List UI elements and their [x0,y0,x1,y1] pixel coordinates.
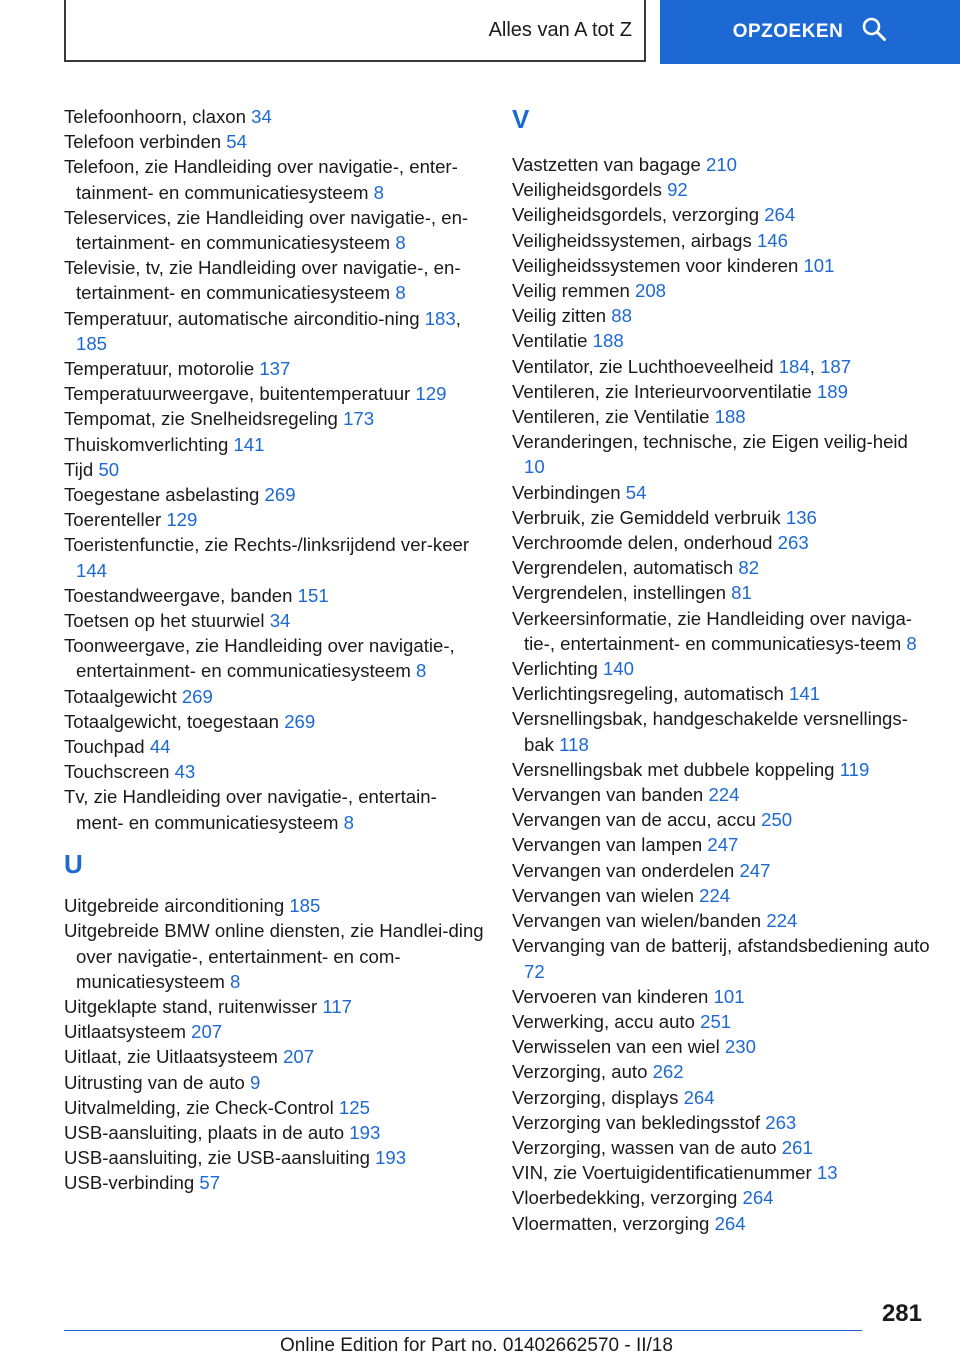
index-entry [64,457,484,482]
index-entry-term: Vervangen van de accu, accu [512,809,762,831]
index-entry [64,381,484,406]
page-reference-link[interactable]: 141 [789,683,821,705]
page-reference-link[interactable]: 8 [906,632,917,654]
index-entry-term: Vloerbedekking, verzorging [512,1187,743,1209]
index-entry-term: Uitlaatsysteem [64,1021,192,1043]
page-reference-link[interactable]: 151 [297,584,329,606]
index-entry [512,228,932,253]
index-entry-term: Ventilatie [512,330,593,352]
index-entry-term: Vervangen van wielen/banden [512,910,767,932]
index-entry [512,1185,932,1210]
index-entry-term: Toerenteller [64,509,167,531]
index-entry-term: Touchpad [64,736,150,758]
page-reference-link[interactable]: 251 [700,1010,732,1032]
index-entry [512,354,932,379]
page-reference-link[interactable]: 269 [284,710,316,732]
page-reference-link[interactable]: 125 [338,1096,370,1118]
index-entry-term: Verlichting [512,658,603,680]
index-entry-term: Uitvalmelding, zie Check-Control [64,1096,339,1118]
index-entry [64,432,484,457]
index-entry-term: Vervangen van banden [512,784,709,806]
index-entry [512,757,932,782]
index-entry [512,1009,932,1034]
page-reference-link[interactable]: 207 [191,1021,223,1043]
page-reference-link[interactable]: 183 [424,307,456,329]
index-entry-term: Temperatuur, automatische airconditio-ning [64,307,425,329]
index-entry [64,255,484,305]
index-entry [64,784,484,834]
index-entry [64,709,484,734]
page-reference-link[interactable]: 82 [738,557,760,579]
page-reference-link[interactable]: 188 [592,330,624,352]
index-entry [64,1095,484,1120]
index-entry [512,530,932,555]
page-reference-link[interactable]: 8 [395,282,406,304]
page-reference-link[interactable]: 263 [777,532,809,554]
index-entry-term: Verzorging van bekledingsstof [512,1111,766,1133]
page-reference-link[interactable]: 8 [229,970,241,992]
index-entry [512,379,932,404]
index-entry [512,908,932,933]
page-reference-link[interactable]: 193 [375,1147,407,1169]
page-reference-link[interactable]: 118 [559,733,589,755]
index-entry [512,177,932,202]
page-reference-link[interactable]: 101 [713,985,745,1007]
index-entry [64,608,484,633]
index-entry-term: Touchscreen [64,761,175,783]
edition-footer: Online Edition for Part no. 01402662570 - II/18 [280,1335,673,1356]
index-entry [64,734,484,759]
index-entry [512,152,932,177]
index-entry-term: Veiligheidsgordels, verzorging [512,204,765,226]
page-reference-link[interactable]: 119 [839,758,870,780]
index-entry [512,933,932,983]
index-entry-term: Teleservices, zie Handleiding over navigatie-, en-tertainment- en communicatiesysteem [64,206,469,254]
page-reference-link[interactable]: 188 [714,406,746,428]
index-entry-term: Uitgeklapte stand, ruitenwisser [64,995,323,1017]
page-reference-link[interactable]: 141 [233,433,265,455]
index-entry-term: Vergrendelen, instellingen [512,582,732,604]
page-reference-link[interactable]: 44 [149,736,171,758]
index-entry-term: Vloermatten, verzorging [512,1212,715,1234]
index-entry-term: Verlichtingsregeling, automatisch [512,683,789,705]
page-reference-link[interactable]: 88 [611,305,632,327]
index-entry [512,656,932,681]
index-entry-term: Versnellingsbak met dubbele koppeling [512,758,840,780]
index-entry [512,202,932,227]
index-entry [64,583,484,608]
page-reference-link[interactable]: 137 [259,358,291,380]
index-entry-term: Tv, zie Handleiding over navigatie-, entertain-ment- en communicatiesysteem [64,786,437,833]
index-entry-term: Toonweergave, zie Handleiding over navigatie-, entertainment- en communicatiesysteem [64,635,455,682]
page-reference-link[interactable]: 101 [803,254,835,276]
index-entry-term: Veiligheidsgordels [512,179,668,201]
page-reference-link[interactable]: 8 [416,660,427,682]
index-entry [64,306,484,356]
index-entry-term: Verzorging, wassen van de auto [512,1136,782,1158]
index-entry-term: Ventileren, zie Interieurvoorventilatie [512,380,817,402]
index-entry [512,429,932,479]
index-entry [64,1120,484,1145]
index-entry-term: Toeristenfunctie, zie Rechts-/linksrijdend ver-keer [64,534,470,556]
page-reference-link[interactable]: 193 [349,1121,381,1143]
index-entry-term: VIN, zie Voertuigidentificatienummer [512,1162,817,1184]
page-reference-link[interactable]: 117 [322,995,353,1017]
index-entry-term: Tijd [64,458,99,480]
index-entry [64,1145,484,1170]
index-entry-term: Temperatuurweergave, buitentemperatuur [64,383,416,405]
index-entry-term: Thuiskomverlichting [64,433,234,455]
index-entry [512,278,932,303]
page-reference-link[interactable]: 184 [778,355,810,377]
page-reference-link[interactable]: 262 [652,1061,684,1083]
page-reference-link[interactable]: 187 [820,355,852,377]
index-entry-term: Uitgebreide airconditioning [64,895,290,917]
index-letter-heading: V [512,104,530,134]
page-reference-link[interactable]: 185 [289,895,321,917]
index-entry [512,1160,932,1185]
index-entry-term: Verzorging, auto [512,1061,653,1083]
index-entry-term: Verzorging, displays [512,1086,684,1108]
index-entry [512,580,932,605]
index-entry [512,555,932,580]
index-entry-term: Telefoonhoorn, claxon [64,106,252,127]
index-entry [512,807,932,832]
index-entry-term: Veiligheidssystemen, airbags [512,229,757,251]
index-entry-term: Vervangen van lampen [512,834,708,856]
index-entry [512,404,932,429]
page-reference-link[interactable]: 34 [251,106,272,127]
index-entry-term: Totaalgewicht [64,685,182,707]
index-entry-term: Vervanging van de batterij, afstandsbediening auto [512,935,930,957]
index-entry-term: Verwerking, accu auto [512,1010,701,1032]
index-entry-term: Veiligheidssystemen voor kinderen [512,254,804,276]
index-entry-term: Ventilator, zie Luchthoeveelheid [512,355,779,377]
page-reference-link[interactable]: 10 [524,456,545,478]
index-entry [64,205,484,255]
page-reference-link[interactable]: 13 [816,1162,838,1184]
index-entry-term: Toegestane asbelasting [64,484,265,506]
index-entry-term: Veilig zitten [512,305,612,327]
index-entry [64,633,484,683]
index-entry-term: Ventileren, zie Ventilatie [512,406,715,428]
footer-divider [64,1330,862,1331]
page-reference-link[interactable]: 144 [76,559,108,581]
index-entry [512,782,932,807]
page-reference-link[interactable]: 208 [634,280,667,302]
index-entry [64,482,484,507]
page-reference-link[interactable]: 261 [781,1136,813,1158]
page-reference-link[interactable]: 269 [264,484,296,506]
index-entry-term: USB-aansluiting, zie USB-aansluiting [64,1147,376,1169]
index-entry-term: Uitgebreide BMW online diensten, zie Handlei-ding over navigatie-, entertainment- en com-municatiesysteem [64,920,484,992]
index-entry-term: Vastzetten van bagage [512,154,706,175]
page-reference-link[interactable]: 34 [269,610,291,632]
page-reference-link[interactable]: 140 [602,658,634,680]
page-reference-link[interactable]: 173 [343,408,375,430]
index-entry [64,129,484,154]
page-reference-link[interactable]: 185 [76,332,108,354]
index-entry [512,832,932,857]
search-icon [861,16,887,48]
ref-separator: , [455,307,461,329]
index-column-right [512,104,932,1236]
index-entry [512,253,932,278]
page-reference-link[interactable]: 57 [199,1172,221,1194]
alphabetical-index-tab[interactable] [64,0,646,62]
page-reference-link[interactable]: 264 [714,1212,746,1234]
index-entry [512,681,932,706]
page-reference-link[interactable]: 269 [181,685,213,707]
index-entry [512,303,932,328]
page-reference-link[interactable]: 247 [707,834,739,856]
index-entry [512,706,932,756]
index-entry-term: Verbruik, zie Gemiddeld verbruik [512,506,786,528]
page-reference-link[interactable]: 54 [226,131,247,153]
index-entry-term: Verwisselen van een wiel [512,1036,725,1058]
search-button[interactable] [660,0,960,64]
index-entry [64,1044,484,1069]
page-reference-link[interactable]: 8 [373,181,384,203]
index-entry [64,893,484,918]
index-entry [512,480,932,505]
page-reference-link[interactable]: 230 [724,1036,756,1058]
index-entry [512,1110,932,1135]
index-entry-term: Vergrendelen, automatisch [512,557,739,579]
index-entry-term: Toetsen op het stuurwiel [64,610,270,632]
page-reference-link[interactable]: 250 [761,809,793,831]
index-entry-term: Televisie, tv, zie Handleiding over navigatie-, en-tertainment- en communicatiesysteem [64,257,461,304]
page-reference-link[interactable]: 224 [699,884,731,906]
page-number: 281 [881,1300,922,1327]
index-entry [64,154,484,204]
index-entry [512,883,932,908]
index-entry [512,1085,932,1110]
index-entry-term: Vervoeren van kinderen [512,985,714,1007]
page-reference-link[interactable]: 54 [625,481,647,503]
index-entry [512,505,932,530]
index-entry [512,1034,932,1059]
index-letter-heading: U [64,848,83,879]
page-reference-link[interactable]: 81 [731,582,752,604]
index-entry [64,104,484,129]
index-column-left [64,104,484,1196]
page-reference-link[interactable]: 8 [343,811,354,833]
index-entry [64,406,484,431]
index-entry-term: Veilig remmen [512,280,635,302]
index-entry [64,994,484,1019]
search-button-label: OPZOEKEN [732,21,844,42]
page-reference-link[interactable]: 247 [739,859,771,881]
alphabetical-index-tab-label: Alles van A tot Z [488,18,632,41]
index-entry [64,918,484,994]
page-reference-link[interactable]: 189 [816,380,848,402]
index-entry-term: Vervangen van onderdelen [512,859,740,881]
index-entry-term: USB-aansluiting, plaats in de auto [64,1121,350,1143]
index-entry-term: Telefoon verbinden [64,131,227,153]
page-reference-link[interactable]: 129 [166,509,198,531]
index-entry [512,1059,932,1084]
index-entry-term: Veranderingen, technische, zie Eigen veilig-heid [512,431,908,453]
page-reference-link[interactable]: 8 [395,232,406,254]
page-reference-link[interactable]: 43 [174,761,196,783]
ref-separator: , [809,355,821,377]
index-entry-term: USB-verbinding [64,1172,200,1194]
page-reference-link[interactable]: 264 [764,204,796,226]
index-entry [64,684,484,709]
page-reference-link[interactable]: 92 [667,179,688,201]
index-entry [64,356,484,381]
index-entry-term: Temperatuur, motorolie [64,358,260,380]
page-reference-link[interactable]: 72 [524,960,545,982]
page-reference-link[interactable]: 136 [785,506,817,528]
index-entry-term: Vervangen van wielen [512,884,700,906]
index-entry-term: Tempomat, zie Snelheidsregeling [64,408,344,430]
index-entry [512,1211,932,1236]
index-entry-term: Uitlaat, zie Uitlaatsysteem [64,1046,284,1068]
index-entry-term: Toestandweergave, banden [64,584,298,606]
page-reference-link[interactable]: 50 [98,458,120,480]
page-reference-link[interactable]: 224 [766,910,798,932]
index-entry-term: Verchroomde delen, onderhoud [512,532,778,554]
page-reference-link[interactable]: 129 [415,383,447,405]
index-entry [64,1070,484,1095]
index-entry [512,858,932,883]
index-entry-term: Totaalgewicht, toegestaan [64,710,285,732]
index-entry [64,532,484,582]
index-entry-term: Versnellingsbak, handgeschakelde versnellings-bak [512,708,908,755]
index-entry [64,1170,484,1195]
index-entry-term: Verbindingen [512,481,626,503]
page-reference-link[interactable]: 146 [756,229,788,251]
index-entry [64,759,484,784]
page-reference-link[interactable]: 9 [250,1071,261,1093]
index-entry [64,1019,484,1044]
page-reference-link[interactable]: 264 [683,1086,715,1108]
page-reference-link[interactable]: 224 [708,784,740,806]
page-reference-link[interactable]: 263 [765,1111,797,1133]
page-reference-link[interactable]: 207 [283,1046,315,1068]
index-entry [64,507,484,532]
page-reference-link[interactable]: 210 [706,154,738,175]
index-entry-term: Uitrusting van de auto [64,1071,251,1093]
index-entry [512,1135,932,1160]
index-entry [512,606,932,656]
index-entry [512,984,932,1009]
page-reference-link[interactable]: 264 [742,1187,774,1209]
index-entry-term: Telefoon, zie Handleiding over navigatie-, enter-tainment- en communicatiesysteem [64,156,458,203]
index-entry [512,328,932,353]
index-entry-term: Verkeersinformatie, zie Handleiding over naviga-tie-, entertainment- en communicatiesys-teem [512,607,912,654]
